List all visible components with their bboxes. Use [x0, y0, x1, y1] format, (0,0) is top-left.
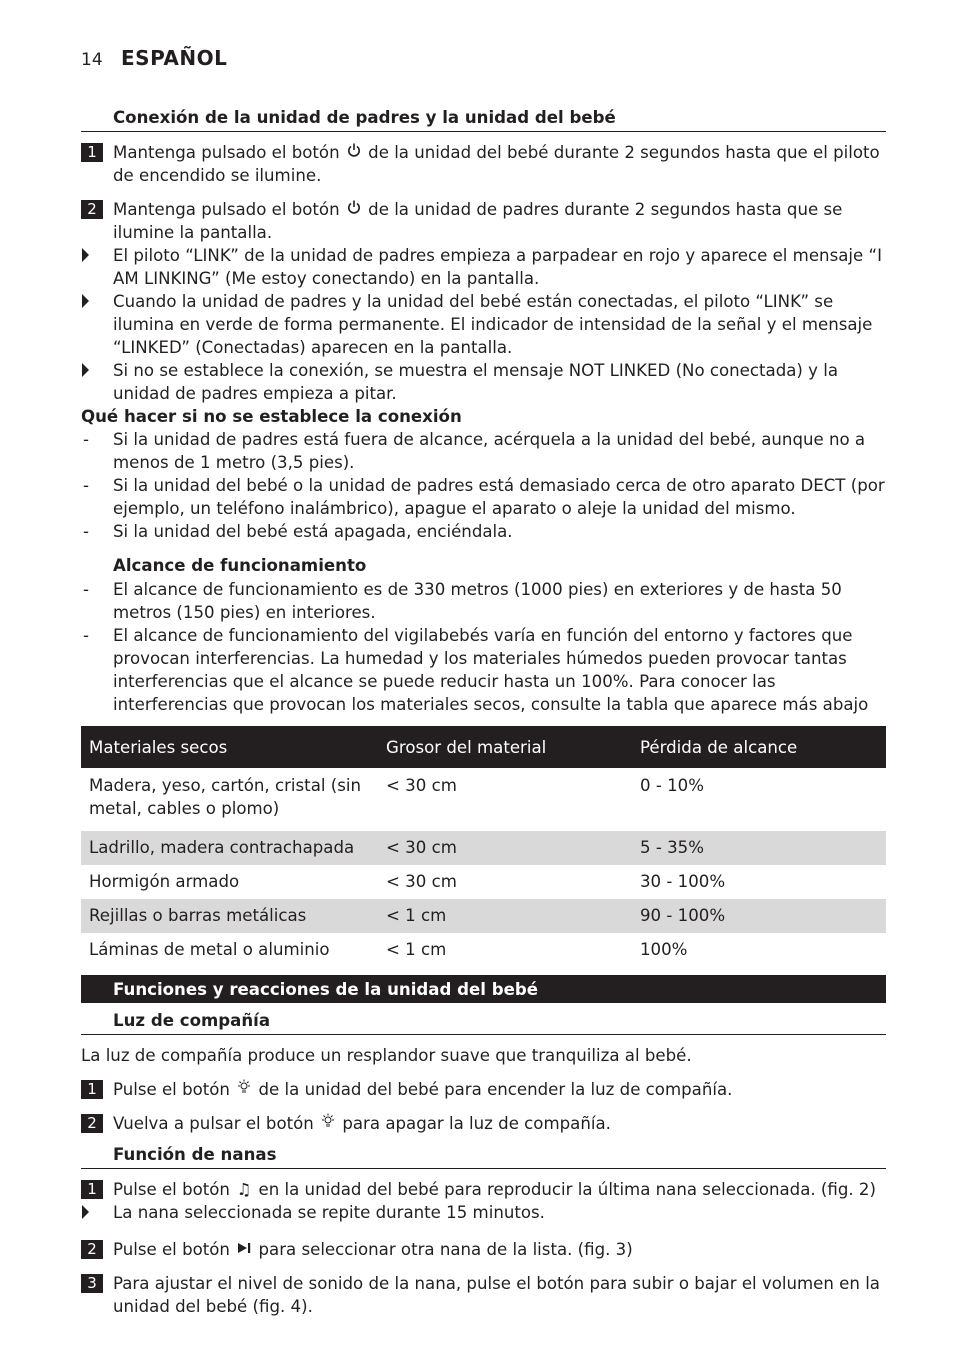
dash-bullet: -: [83, 430, 89, 449]
step-number: 2: [81, 1114, 103, 1133]
dash-bullet: -: [83, 626, 89, 645]
nightlight-heading: Luz de compañía: [81, 1009, 886, 1035]
result-item: [81, 290, 886, 359]
table-cell: 5 - 35%: [632, 831, 886, 865]
step-2: [81, 198, 886, 244]
dash-text: Si la unidad del bebé o la unidad de padres está demasiado cerca de otro aparato DECT (por ejemplo, un teléfono inalámbrico), apague el aparato o aleje la unidad del mismo.: [113, 476, 885, 518]
dash-text: El alcance de funcionamiento es de 330 metros (1000 pies) en exteriores y de hasta 50 metros (150 pies) en interiores.: [113, 580, 842, 622]
step-text: [113, 1078, 886, 1101]
result-item: [81, 244, 886, 290]
step-1: [81, 141, 886, 187]
nightlight-intro: La luz de compañía produce un resplandor suave que tranquiliza al bebé.: [81, 1046, 692, 1065]
table-cell: < 30 cm: [378, 831, 632, 865]
step-number: 2: [81, 1240, 103, 1259]
result-text: La nana seleccionada se repite durante 15 minutos.: [113, 1203, 545, 1222]
dash-bullet: -: [83, 522, 89, 541]
power-icon: [345, 198, 363, 221]
step-text-post: para seleccionar otra nana de la lista. (fig. 3): [258, 1240, 633, 1259]
page-number: 14: [81, 50, 103, 70]
materials-table: [81, 726, 886, 967]
page-content: [81, 106, 886, 1318]
step-text: [113, 1178, 886, 1201]
section-heading-functions: Funciones y reacciones de la unidad del bebé: [81, 975, 886, 1003]
dash-bullet: -: [83, 580, 89, 599]
dash-text: Si la unidad de padres está fuera de alcance, acérquela a la unidad del bebé, aunque no a menos de 1 metro (3,5 pies).: [113, 430, 866, 472]
table-row: [81, 865, 886, 899]
result-bullet-icon: [81, 1201, 113, 1227]
step-text-pre: Mantenga pulsado el botón: [113, 143, 340, 162]
table-header-row: [81, 726, 886, 768]
step-number: 1: [81, 1080, 103, 1099]
nightlight-icon: [235, 1078, 253, 1101]
table-cell: < 1 cm: [386, 940, 447, 959]
step-text: Para ajustar el nivel de sonido de la nana, pulse el botón para subir o bajar el volumen en la unidad del bebé (fig. 4).: [113, 1274, 880, 1316]
column-header: Grosor del material: [378, 726, 632, 768]
dash-item: [81, 428, 886, 474]
range-heading: Alcance de funcionamiento: [113, 556, 367, 575]
table-cell: Ladrillo, madera contrachapada: [81, 831, 378, 865]
table-cell: Láminas de metal o aluminio: [89, 940, 330, 959]
result-bullet-icon: [81, 290, 113, 359]
dash-text: Si la unidad del bebé está apagada, enciéndala.: [113, 522, 513, 541]
result-text: Si no se establece la conexión, se muestra el mensaje NOT LINKED (No conectada) y la unidad de padres empieza a pitar.: [113, 361, 839, 403]
table-cell: Rejillas o barras metálicas: [81, 899, 378, 933]
step-text: [113, 198, 886, 244]
step-text: [113, 1112, 886, 1135]
music-note-icon: ♫: [236, 1180, 252, 1199]
step-number: 2: [81, 200, 103, 219]
dash-text: El alcance de funcionamiento del vigilabebés varía en función del entorno y factores que provocan interferencias. La humedad y los materiales húmedos pueden provocar tantas interferencias que el alcance se puede reducir hasta un 100%. Para conocer las interferencias que provocan los materiales secos, consulte la tabla que aparece más abajo: [113, 626, 869, 714]
dash-item: [81, 520, 886, 543]
table-row: [81, 899, 886, 933]
result-bullet-icon: [81, 244, 113, 290]
troubleshoot-heading: Qué hacer si no se establece la conexión: [81, 407, 462, 426]
play-next-icon: [235, 1238, 253, 1261]
step-text: [113, 1238, 886, 1261]
result-text: El piloto “LINK” de la unidad de padres empieza a parpadear en rojo y aparece el mensaje “I AM LINKING” (Me estoy conectando) en la pantalla.: [113, 246, 882, 288]
table-cell: < 30 cm: [386, 872, 457, 891]
table-cell: < 30 cm: [386, 776, 457, 795]
step-number: 3: [81, 1274, 103, 1293]
step-text-post: de la unidad del bebé durante 2 segundos hasta que el piloto de encendido se ilumine.: [113, 143, 880, 185]
table-row: [81, 933, 886, 967]
table-cell: < 1 cm: [378, 899, 632, 933]
dash-bullet: -: [83, 476, 89, 495]
step-number: 1: [81, 1180, 103, 1199]
table-cell: Hormigón armado: [89, 872, 240, 891]
dash-item: [81, 474, 886, 520]
step-text-pre: Vuelva a pulsar el botón: [113, 1114, 314, 1133]
column-header: Pérdida de alcance: [632, 726, 886, 768]
language-title: ESPAÑOL: [121, 46, 228, 70]
step-text-pre: Pulse el botón: [113, 1080, 230, 1099]
step-text: [113, 141, 886, 187]
column-header: Materiales secos: [81, 726, 378, 768]
step-2: [81, 1112, 886, 1135]
step-2: [81, 1238, 886, 1261]
result-text: Cuando la unidad de padres y la unidad del bebé están conectadas, el piloto “LINK” se ilumina en verde de forma permanente. El indicador de intensidad de la señal y el mensaje “LINKED” (Conectadas) aparecen en la pantalla.: [113, 292, 873, 357]
step-text-post: para apagar la luz de compañía.: [342, 1114, 611, 1133]
step-text-pre: Pulse el botón: [113, 1180, 230, 1199]
step-text-post: en la unidad del bebé para reproducir la última nana seleccionada. (fig. 2): [258, 1180, 876, 1199]
dash-item: [81, 578, 886, 624]
power-icon: [345, 141, 363, 164]
result-bullet-icon: [81, 359, 113, 405]
table-cell: 90 - 100%: [632, 899, 886, 933]
step-text-post: de la unidad de padres durante 2 segundos hasta que se ilumine la pantalla.: [113, 200, 843, 242]
table-cell: 100%: [640, 940, 688, 959]
step-1: [81, 1178, 886, 1201]
step-text-post: de la unidad del bebé para encender la luz de compañía.: [258, 1080, 733, 1099]
step-number: 1: [81, 143, 103, 162]
step-text-pre: Mantenga pulsado el botón: [113, 200, 340, 219]
step-1: [81, 1078, 886, 1101]
result-item: [81, 359, 886, 405]
table-cell: 30 - 100%: [640, 872, 726, 891]
step-3: [81, 1272, 886, 1318]
table-cell: 0 - 10%: [640, 776, 704, 795]
page-header: [81, 46, 227, 70]
section-heading-connection: Conexión de la unidad de padres y la unidad del bebé: [81, 106, 886, 132]
table-row: [81, 768, 886, 831]
dash-item: [81, 624, 886, 716]
nightlight-icon: [319, 1112, 337, 1135]
step-text-pre: Pulse el botón: [113, 1240, 230, 1259]
table-row: [81, 831, 886, 865]
result-item: [81, 1201, 886, 1227]
table-cell: Madera, yeso, cartón, cristal (sin metal, cables o plomo): [89, 776, 361, 818]
lullaby-heading: Función de nanas: [81, 1143, 886, 1169]
